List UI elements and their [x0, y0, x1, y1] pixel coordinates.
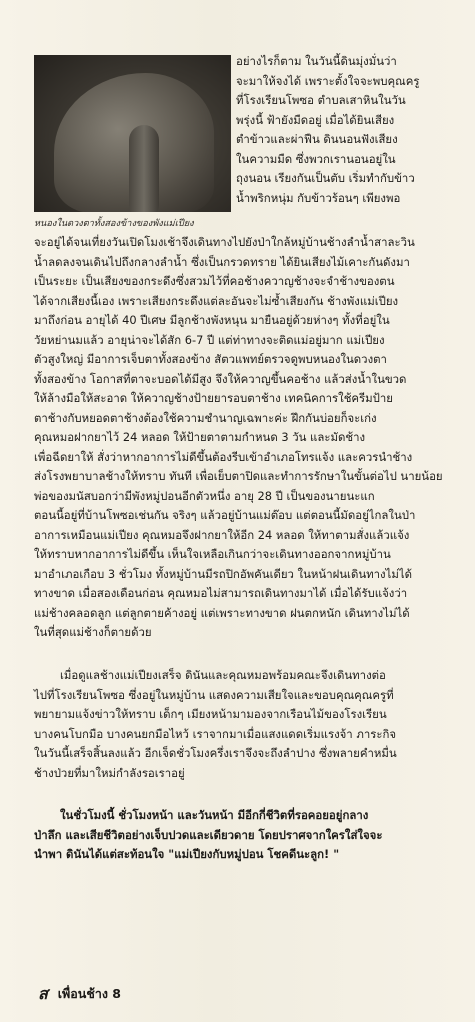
p2-line-5: ในวันนี้เสร็จสิ้นลงแล้ว อีกเจ็ดชั่วโมงครึ่งเราจึงจะถึงลำปาง ซึ่งพลายคำหมื่น — [34, 746, 397, 760]
p1-line-18: มาอำเภอเกือบ 3 ชั่วโมง ทั้งหมู่บ้านมีรถปิกอัพคันเดียว ในหน้าฝนเดินทางไม่ได้ — [34, 566, 412, 581]
p1-line-15: ตอนนี้อยู่ที่บ้านโพซอเช่นกัน จริงๆ แล้วอยู่บ้านแม่ต๊อบ แต่ตอนนี้มัดอยู่ไกลในป่า — [34, 508, 416, 522]
side-line-8: น้ำพริกหนุ่ม กับข้าวร้อนๆ เพียงพอ — [236, 190, 401, 205]
p2-line-4: บางคนโบกมือ บางคนยกมือไหว้ เราจากมาเมื่อแสงแดดเริ่มแรงจ้า ภาระกิจ — [34, 726, 397, 741]
p1-line-6: วัยหย่านมแล้ว อายุน่าจะได้สัก 6-7 ปี แต่ท่าทางจะติดแม่อยู่มาก แม่เปียง — [34, 332, 385, 347]
p1-line-7: ตัวสูงใหญ่ มีอาการเจ็บตาทั้งสองข้าง สัตวแพทย์ตรวจดูพบหนองในดวงตา — [34, 352, 387, 366]
side-line-5: ตำข้าวและผ่าฟืน ดินนอนฟังเสียง — [236, 132, 398, 146]
p3-line-2: ป่าลึก และเสียชีวิตอย่างเจ็บปวดและเดียวดาย โดยปราศจากใครใส่ใจจะ — [34, 827, 383, 842]
page-label: เพื่อนช้าง 8 — [57, 986, 121, 1001]
side-line-7: ถุงนอน เรียงกันเป็นตับ เริ่มทำกับข้าว — [236, 171, 415, 185]
p1-line-17: ให้ทราบหากอาการไม่ดีขึ้น เห็นใจเหลือเกินกว่าจะเดินทางออกจากหมู่บ้าน — [34, 547, 391, 561]
p1-line-4: ได้จากเสียงนี้เอง เพราะเสียงกระดึงแต่ละอันจะไม่ซ้ำเสียงกัน ช้างพังแม่เปียง — [34, 293, 399, 308]
p2-line-2: ไปที่โรงเรียนโพซอ ซึ่งอยู่ในหมู่บ้าน แสดงความเสียใจและขอบคุณคุณครูที่ — [34, 687, 394, 702]
p1-line-16: อาการเหมือนแม่เปียง คุณหมอจึงฝากยาให้อีก 24 หลอด ให้ทาตามสั่งแล้วแจ้ง — [34, 527, 410, 542]
p1-line-20: แม่ช้างคลอดลูก แต่ลูกตายค้างอยู่ แต่เพราะทางขาด ฝนตกหนัก เดินทางไม่ได้ — [34, 605, 410, 620]
side-line-3: ที่โรงเรียนโพซอ ตำบลเสาหินในวัน — [236, 93, 406, 107]
publication-mark: ส — [38, 983, 48, 1003]
p3-line-3: นำพา ดินันได้แต่สะท้อนใจ "แม่เปียงกับหมู่ปอน โชคดีนะลูก! " — [34, 847, 340, 861]
elephant-eye-photo — [34, 55, 231, 212]
side-line-4: พรุ่งนี้ ฟ้ายังมืดอยู่ เมื่อได้ยินเสียง — [236, 112, 395, 127]
side-line-6: ในความมืด ซึ่งพวกเรานอนอยู่ใน — [236, 151, 396, 166]
p2-line-6: ช้างป่วยที่มาใหม่กำลังรอเราอยู่ — [34, 765, 185, 780]
p1-line-21: ในที่สุดแม่ช้างก็ตายด้วย — [34, 625, 152, 639]
elephant-trunk-image — [129, 125, 159, 212]
p1-line-9: ให้ล้างมือให้สะอาด ให้ควาญช้างป้ายยารอบตาช้าง เทคนิคการใช้ครีมป้าย — [34, 391, 393, 405]
p1-line-5: มาถึงก่อน อายุได้ 40 ปีเศษ มีลูกช้างพังหนุน มายืนอยู่ด้วยห่างๆ ทั้งที่อยู่ใน — [34, 313, 390, 327]
p1-line-1: จะอยู่ได้จนเที่ยงวันเปิดโมงเช้าจึงเดินทางไปยังป่าใกล้หมู่บ้านช้างลำน้ำสาละวิน — [34, 235, 415, 249]
side-line-2: จะมาให้จงได้ เพราะตั้งใจจะพบคุณครู — [236, 73, 420, 88]
p1-line-19: ทางขาด เมื่อสองเดือนก่อน คุณหมอไม่สามารถเดินทางมาได้ เมื่อได้รับแจ้งว่า — [34, 586, 408, 600]
p2-line-3: พยายามแจ้งข่าวให้ทราบ เด็กๆ เมียงหน้ามามองจากเรือนไม้ของโรงเรียน — [34, 707, 387, 721]
p1-line-10: ตาช้างกับหยอดตาช้างต้องใช้ความชำนาญเฉพาะค่ะ ฝึกกันบ่อยก็จะเก่ง — [34, 410, 377, 425]
p1-line-13: ส่งโรงพยาบาลช้างให้ทราบ ทันที เพื่อเย็บตาปิดและทำการรักษาในขั้นต่อไป นายน้อย — [34, 469, 443, 483]
p1-line-14: พ่อของมนัสบอกว่ามีพังหมู่ปอนอีกตัวหนึ่ง อายุ 28 ปี เป็นของนายนะแก — [34, 488, 375, 503]
page-footer — [38, 980, 198, 1008]
p1-line-8: ทั้งสองข้าง โอกาสที่ตาจะบอดได้มีสูง จึงให้ควาญขึ้นคอช้าง แล้วส่งน้ำในขวด — [34, 371, 407, 386]
photo-caption: หนองในดวงตาทั้งสองข้างของพังแม่เปียง — [34, 218, 194, 229]
p3-line-1: ในชั่วโมงนี้ ชั่วโมงหน้า และวันหน้า มีอีกกี่ชีวิตที่รอคอยอยู่กลาง — [60, 808, 369, 822]
p1-line-3: เป็นระยะ เป็นเสียงของกระดึงซึ่งสวมไว้ที่คอช้างควาญช้างจะจำช้างของตน — [34, 274, 395, 288]
p1-line-11: คุณหมอฝากยาไว้ 24 หลอด ให้ป้ายตาตามกำหนด 3 วัน และมัดช้าง — [34, 430, 366, 444]
p1-line-12: เพื่อฉีดยาให้ สั่งว่าหากอาการไม่ดีขึ้นต้องรีบเข้าอำเภอโทรแจ้ง และควรนำช้าง — [34, 449, 413, 464]
side-line-1: อย่างไรก็ตาม ในวันนี้ดินมุ่งมั่นว่า — [236, 54, 397, 68]
p2-line-1: เมื่อดูแลช้างแม่เปียงเสร็จ ดินันและคุณหมอพร้อมคณะจึงเดินทางต่อ — [60, 668, 386, 682]
p1-line-2: น้ำลดลงจนเดินไปถึงกลางลำน้ำ ซึ่งเป็นกรวดทราย ได้ยินเสียงไม้เคาะกันดังมา — [34, 254, 410, 269]
